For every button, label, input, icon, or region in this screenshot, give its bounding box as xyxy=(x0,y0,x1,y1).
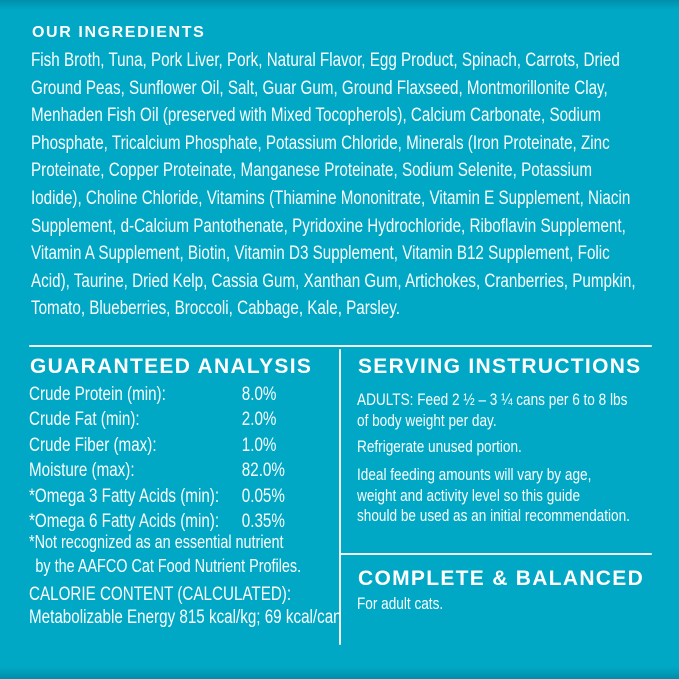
serving-text-line: ADULTS: Feed 2 ½ – 3 ¼ cans per 6 to 8 lbs xyxy=(357,390,628,409)
divider-horizontal-right xyxy=(339,553,652,555)
analysis-row-value: 0.05% xyxy=(241,485,285,507)
analysis-row xyxy=(29,382,285,407)
analysis-row-label: *Omega 6 Fatty Acids (min): xyxy=(29,511,220,533)
serving-text-line: Ideal feeding amounts will vary by age, xyxy=(357,465,592,484)
ingredients-line: Vitamin A Supplement, Biotin, Vitamin D3 Supplement, Vitamin B12 Supplement, Folic xyxy=(31,243,610,265)
analysis-footnote xyxy=(29,530,301,578)
analysis-footnote-line: *Not recognized as an essential nutrient xyxy=(29,532,284,552)
ingredients-text xyxy=(31,47,679,323)
complete-balanced-body: For adult cats. xyxy=(357,594,444,613)
serving-text-line: of body weight per day. xyxy=(357,410,497,430)
divider-vertical xyxy=(339,349,341,645)
analysis-row xyxy=(29,433,285,458)
analysis-row xyxy=(29,458,285,483)
label-bottom-shadow xyxy=(0,667,679,679)
serving-text-line: weight and activity level so this guide xyxy=(357,485,581,505)
analysis-row-label: Crude Fat (min): xyxy=(29,409,140,431)
serving-refrigerate-text: Refrigerate unused portion. xyxy=(357,437,522,456)
analysis-row xyxy=(29,407,285,432)
analysis-row-label: Moisture (max): xyxy=(29,460,135,482)
analysis-row-label: Crude Fiber (max): xyxy=(29,434,157,456)
ingredients-line: Fish Broth, Tuna, Pork Liver, Pork, Natural Flavor, Egg Product, Spinach, Carrots, Dried xyxy=(31,50,620,71)
analysis-table xyxy=(29,382,285,534)
ingredients-line: Ground Peas, Sunflower Oil, Salt, Guar Gum, Ground Flaxseed, Montmorillonite Clay, xyxy=(31,77,608,99)
analysis-footnote-line: by the AAFCO Cat Food Nutrient Profiles. xyxy=(35,556,302,576)
serving-text-line: should be used as an initial recommendation. xyxy=(357,506,630,526)
analysis-row-value: 0.35% xyxy=(241,511,285,533)
serving-ideal-text xyxy=(357,465,630,527)
calorie-content-heading: CALORIE CONTENT (CALCULATED): xyxy=(29,584,292,605)
analysis-row xyxy=(29,484,285,509)
ingredients-heading: OUR INGREDIENTS xyxy=(32,24,206,41)
analysis-row-label: Crude Protein (min): xyxy=(29,384,166,405)
analysis-row-value: 1.0% xyxy=(241,434,277,456)
analysis-row-value: 82.0% xyxy=(241,460,285,482)
ingredients-line: Acid), Taurine, Dried Kelp, Cassia Gum, Xanthan Gum, Artichokes, Cranberries, Pumpkin, xyxy=(31,270,636,292)
ingredients-line: Phosphate, Tricalcium Phosphate, Potassium Chloride, Minerals (Iron Proteinate, Zinc xyxy=(31,132,610,154)
calorie-content-value: Metabolizable Energy 815 kcal/kg; 69 kcal/can xyxy=(29,607,342,628)
analysis-row-label: *Omega 3 Fatty Acids (min): xyxy=(29,485,220,507)
serving-instructions-heading: SERVING INSTRUCTIONS xyxy=(358,355,642,378)
analysis-row-value: 8.0% xyxy=(241,384,277,405)
analysis-row-value: 2.0% xyxy=(241,409,277,431)
complete-balanced-heading: COMPLETE & BALANCED xyxy=(358,567,645,590)
ingredients-line: Iodide), Choline Chloride, Vitamins (Thiamine Mononitrate, Vitamin E Supplement, Niacin xyxy=(31,187,631,209)
ingredients-line: Proteinate, Copper Proteinate, Manganese Proteinate, Sodium Selenite, Potassium xyxy=(31,160,593,182)
divider-horizontal-top xyxy=(29,345,652,347)
ingredients-line: Menhaden Fish Oil (preserved with Mixed Tocopherols), Calcium Carbonate, Sodium xyxy=(31,105,601,127)
ingredients-line: Supplement, d-Calcium Pantothenate, Pyridoxine Hydrochloride, Riboflavin Supplement, xyxy=(31,215,626,237)
ingredients-line: Tomato, Blueberries, Broccoli, Cabbage, Kale, Parsley. xyxy=(31,298,400,320)
serving-adults-text xyxy=(357,390,627,431)
guaranteed-analysis-heading: GUARANTEED ANALYSIS xyxy=(30,355,313,378)
label-top-shadow xyxy=(0,0,679,10)
